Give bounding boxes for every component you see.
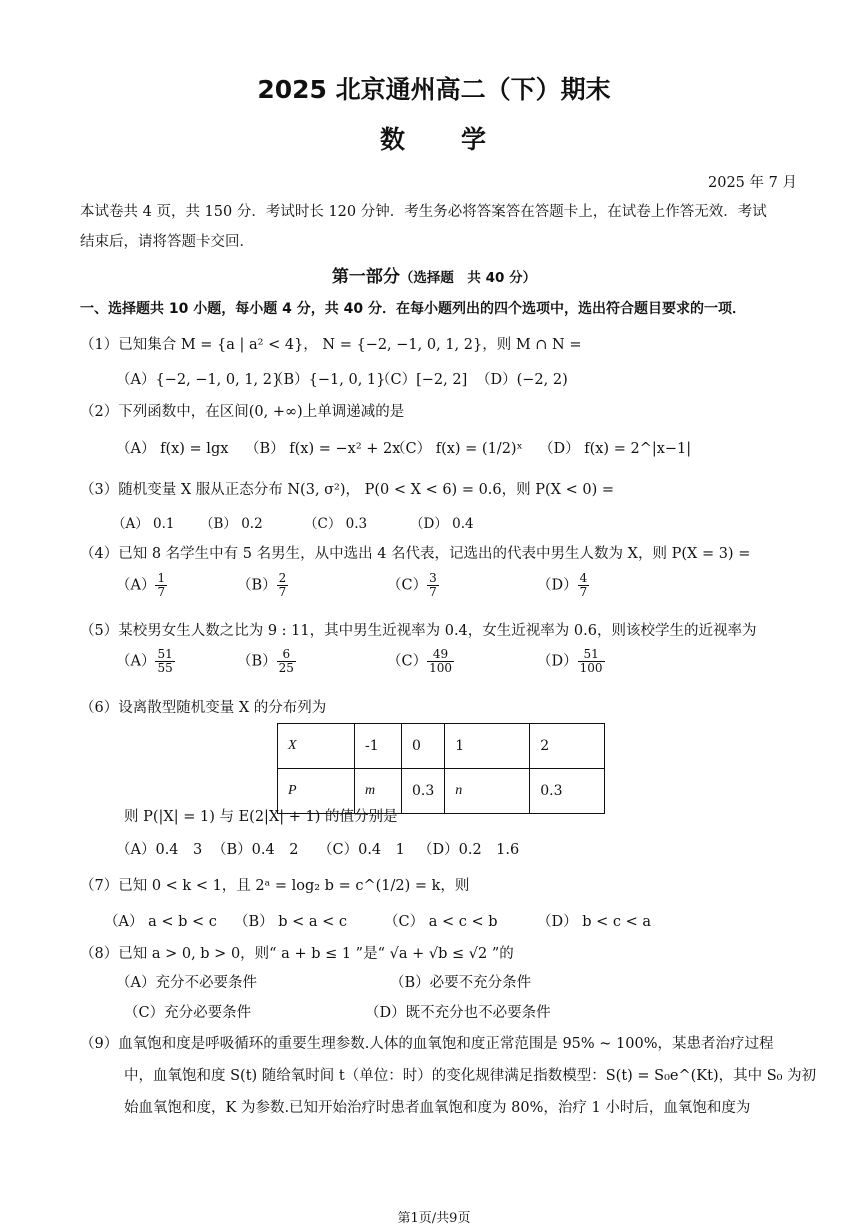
q1-stem: （1）已知集合 M = {a | a² < 4}， N = {−2, −1, 0, 1, 2}，则 M ∩ N = <box>80 337 582 353</box>
q6-option-b: （B）0.4 2 <box>212 842 299 858</box>
subject-title: 数 学 <box>379 125 488 154</box>
q3-option-d: （D） 0.4 <box>410 516 474 532</box>
q6-option-d: （D）0.2 1.6 <box>418 842 520 858</box>
q4-c-numerator: 3 <box>429 571 437 585</box>
q4-option-d <box>537 572 589 599</box>
q4-option-a-label: （A） <box>116 577 156 594</box>
q4-option-a <box>116 572 167 599</box>
q4-option-c <box>387 572 439 599</box>
q7-option-d: （D） b < c < a <box>537 914 652 930</box>
q4-d-denominator: 7 <box>579 585 588 599</box>
instructions-line-2: 结束后，请将答题卡交回． <box>80 234 254 250</box>
q5-a-denominator: 55 <box>157 661 173 675</box>
q5-d-numerator: 51 <box>578 648 605 662</box>
q9-line-1: （9）血氧饱和度是呼吸循环的重要生理参数.人体的血氧饱和度正常范围是 95% ~ 100%，某患者治疗过程 <box>80 1036 774 1052</box>
q4-c-denominator: 7 <box>429 585 437 599</box>
q5-stem: （5）某校男女生人数之比为 9 : 11，其中男生近视率为 0.4，女生近视率为 0.6，则该校学生的近视率为 <box>80 623 757 639</box>
q3-option-a: （A） 0.1 <box>112 516 175 532</box>
q5-option-a <box>116 648 175 675</box>
q5-option-d-label: （D） <box>537 653 578 670</box>
q2-option-b: （B） f(x) = −x² + 2x <box>245 441 401 457</box>
q5-c-denominator: 100 <box>429 661 453 675</box>
q5-d-denominator: 100 <box>579 661 603 675</box>
q1-option-d: （D）(−2, 2) <box>476 372 568 388</box>
q4-d-numerator: 4 <box>579 571 588 585</box>
table-cell: P <box>278 769 355 814</box>
q5-b-denominator: 25 <box>278 661 294 675</box>
q5-option-c-label: （C） <box>387 653 428 670</box>
q2-option-d: （D） f(x) = 2^|x−1| <box>539 441 692 457</box>
table-cell: -1 <box>355 724 402 769</box>
q6-followup: 则 P(|X| = 1) 与 E(2|X| + 1) 的值分别是 <box>124 809 398 825</box>
q9-line-3: 始血氧饱和度，K 为参数.已知开始治疗时患者血氧饱和度为 80%，治疗 1 小时后，血氧饱和度为 <box>124 1100 751 1116</box>
q7-option-b: （B） b < a < c <box>234 914 348 930</box>
q5-c-numerator: 49 <box>427 648 454 662</box>
page-title: 2025 北京通州高二（下）期末 <box>257 75 611 104</box>
table-cell: n <box>445 769 530 814</box>
q2-option-a: （A） f(x) = lgx <box>116 441 229 457</box>
q6-stem: （6）设离散型随机变量 X 的分布列为 <box>80 700 327 716</box>
q8-option-b: （B）必要不充分条件 <box>390 975 532 991</box>
section-title-note: （选择题 共 40 分） <box>399 270 537 286</box>
q4-option-d-label: （D） <box>537 577 578 594</box>
section-title: 第一部分 <box>331 267 400 287</box>
table-cell: m <box>355 769 402 814</box>
q4-b-numerator: 2 <box>278 571 287 585</box>
q4-stem: （4）已知 8 名学生中有 5 名男生，从中选出 4 名代表，记选出的代表中男生人数为 X，则 P(X = 3) = <box>80 546 751 562</box>
q1-option-b: （B）{−1, 0, 1} <box>269 372 386 388</box>
q8-option-c: （C）充分必要条件 <box>124 1005 252 1021</box>
q4-option-c-label: （C） <box>387 577 428 594</box>
table-row <box>278 724 605 769</box>
q6-option-c: （C）0.4 1 <box>318 842 405 858</box>
table-cell: 2 <box>530 724 605 769</box>
q8-option-a: （A）充分不必要条件 <box>116 975 257 991</box>
q5-option-c <box>387 648 454 675</box>
table-cell: 0.3 <box>530 769 605 814</box>
q7-option-c: （C） a < c < b <box>384 914 498 930</box>
q1-option-c: （C）[−2, 2] <box>376 372 468 388</box>
q2-stem: （2）下列函数中，在区间(0, +∞)上单调递减的是 <box>80 404 405 420</box>
instructions-line-1: 本试卷共 4 页，共 150 分．考试时长 120 分钟．考生务必将答案答在答题卡上，在试卷上作答无效．考试 <box>80 204 767 220</box>
section-heading: 一、选择题共 10 小题，每小题 4 分，共 40 分．在每小题列出的四个选项中，选出符合题目要求的一项． <box>80 301 746 317</box>
q5-a-numerator: 51 <box>157 647 173 661</box>
q7-option-a: （A） a < b < c <box>104 914 217 930</box>
q5-b-numerator: 6 <box>277 648 296 662</box>
q8-option-d: （D）既不充分也不必要条件 <box>365 1005 551 1021</box>
q4-option-b-label: （B） <box>237 577 277 594</box>
distribution-table <box>277 723 605 814</box>
section-title-row <box>0 262 868 287</box>
q1-option-a: （A）{−2, −1, 0, 1, 2} <box>116 372 282 388</box>
table-cell: 0 <box>402 724 445 769</box>
q3-option-b: （B） 0.2 <box>200 516 263 532</box>
q2-option-c: （C） f(x) = (1/2)ˣ <box>391 441 523 457</box>
q4-a-denominator: 7 <box>157 585 166 599</box>
q9-line-2: 中，血氧饱和度 S(t) 随给氧时间 t（单位：时）的变化规律满足指数模型：S(t) = S₀e^(Kt)，其中 S₀ 为初 <box>124 1068 817 1084</box>
q5-option-d <box>537 648 605 675</box>
q4-option-b <box>237 572 288 599</box>
q3-stem: （3）随机变量 X 服从正态分布 N(3, σ²)， P(0 < X < 6) = 0.6，则 P(X < 0) = <box>80 482 614 498</box>
q8-stem: （8）已知 a > 0, b > 0，则“ a + b ≤ 1 ”是“ √a + √b ≤ √2 ”的 <box>80 946 514 962</box>
table-cell: 0.3 <box>402 769 445 814</box>
table-cell: X <box>278 724 355 769</box>
q7-stem: （7）已知 0 < k < 1，且 2ᵃ = log₂ b = c^(1/2) = k，则 <box>80 878 470 894</box>
q6-option-a: （A）0.4 3 <box>116 842 203 858</box>
q4-b-denominator: 7 <box>278 585 287 599</box>
q3-option-c: （C） 0.3 <box>304 516 368 532</box>
table-cell: 1 <box>445 724 530 769</box>
q5-option-b-label: （B） <box>237 653 277 670</box>
q4-a-numerator: 1 <box>157 571 166 585</box>
q5-option-a-label: （A） <box>116 653 156 670</box>
q5-option-b <box>237 648 296 675</box>
exam-date: 2025 年 7 月 <box>708 175 797 191</box>
page-footer: 第1页/共9页 <box>397 1211 471 1226</box>
